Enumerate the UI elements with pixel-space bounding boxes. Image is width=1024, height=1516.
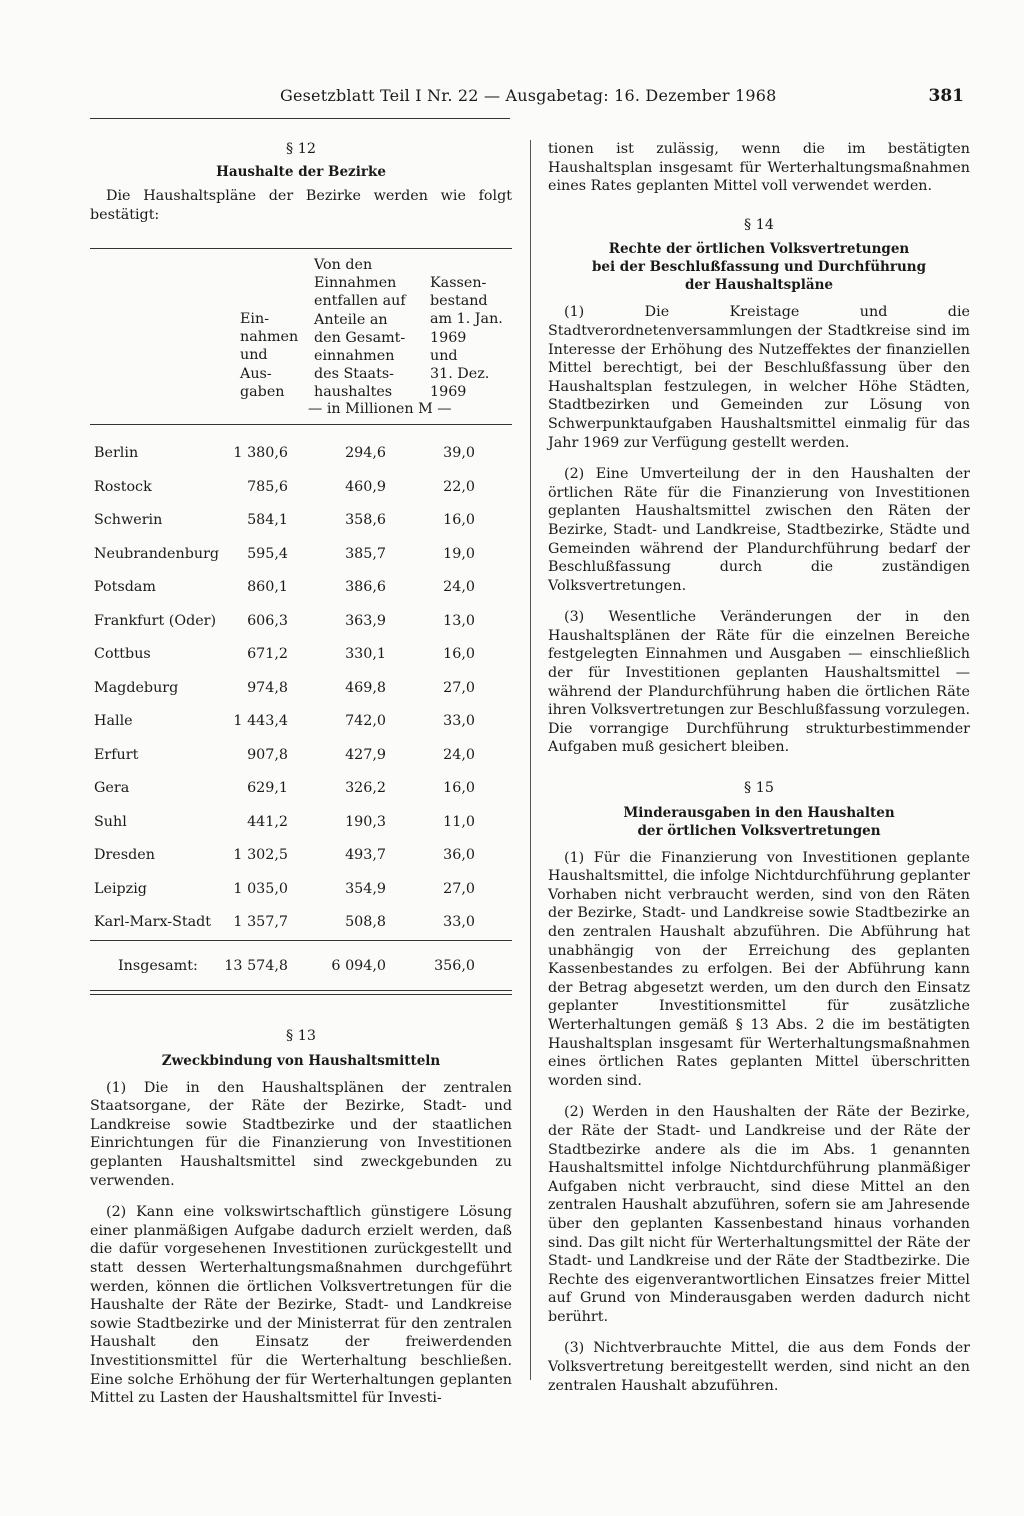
table-row: Berlin 1 380,6 294,6 39,0 bbox=[94, 445, 475, 461]
table-header-rule bbox=[90, 424, 512, 425]
table-row: Erfurt 907,8 427,9 24,0 bbox=[94, 746, 475, 763]
section-13-number: § 13 bbox=[286, 1028, 316, 1044]
table-row: Karl-Marx-Stadt 1 357,7 508,8 33,0 bbox=[94, 914, 475, 930]
table-row: Suhl 441,2 190,3 11,0 bbox=[94, 813, 475, 830]
table-row: Cottbus 671,2 330,1 16,0 bbox=[94, 646, 475, 662]
section-14-paragraph-1: (1) Die Kreistage und die Stadtverordnetenversammlungen der Stadtkreise sind im Interesse der Erhöhung des Nutzeffektes der finanziellen Mittel berechtigt, bei der Beschlußfassung über den Haushaltsplan festzulegen, in welcher Höhe Städten, Stadtbezirken und Gemeinden zur Lösung von Schwerpunktaufgaben Haushaltsmittel einmalig für das Jahr 1969 zur Verfügung gestellt werden. bbox=[548, 304, 970, 451]
section-15-paragraph-1: (1) Für die Finanzierung von Investitionen geplante Haushaltsmittel, die infolge Nichtdurchführung geplanter Vorhaben nicht verbraucht werden, sind von den Räten der Bezirke, Stadt- und Landkreise sowie Stadtbezirke an den zentralen Haushalt abzuführen. Die Abführung hat unabhängig von der Erreichung des geplanten Kassenbestandes zu erfolgen. Bei der Abführung kann der Betrag abgesetzt werden, um den durch den Einsatz geplanter Investitionsmittel für zusätzliche Werterhaltungen gemäß § 13 Abs. 2 die im bestätigten Haushaltsplan insgesamt für Werterhaltungsmaßnahmen eines örtlichen Rates geplanten Mittel überschritten worden sind. bbox=[548, 849, 970, 1089]
section-13-title: Zweckbindung von Haushaltsmitteln bbox=[161, 1052, 441, 1069]
section-12-title: Haushalte der Bezirke bbox=[216, 163, 386, 180]
table-total-rule bbox=[90, 940, 512, 941]
table-row: Neubrandenburg 595,4 385,7 19,0 bbox=[94, 545, 475, 562]
header-title: Gesetzblatt Teil I Nr. 22 — Ausgabetag: 16. Dezember 1968 bbox=[280, 86, 777, 105]
table-row: Schwerin 584,1 358,6 16,0 bbox=[94, 512, 475, 528]
section-14-number: § 14 bbox=[744, 216, 774, 233]
section-13-paragraph-1: (1) Die in den Haushaltsplänen der zentralen Staatsorgane, der Räte der Bezirke, Stadt- und Landkreise sowie Stadtbezirke und der staatlichen Einrichtungen für die Finanzierung von Investitionen geplanten Haushaltsmittel sind zweckgebunden zu verwenden. bbox=[90, 1079, 512, 1189]
header-rule bbox=[90, 118, 510, 119]
section-15-number: § 15 bbox=[744, 780, 774, 797]
left-column bbox=[90, 140, 512, 225]
section-15-paragraph-3: (3) Nichtverbrauchte Mittel, die aus dem Fonds der Volksvertretung bereitgestellt werden, sind nicht an den zentralen Haushalt abzuführen. bbox=[548, 1340, 970, 1394]
page-number: 381 bbox=[928, 86, 964, 106]
section-14-title: Rechte der örtlichen Volksvertretungen bei der Beschlußfassung und Durchführung der Haushaltspläne bbox=[591, 241, 927, 294]
section-13-paragraph-2: (2) Kann eine volkswirtschaftlich günstigere Lösung einer planmäßigen Aufgabe dadurch erzielt werden, daß die dafür vorgesehenen Investitionen zurückgestellt und statt dessen Werterhaltungsmaßnahmen durchgeführt werden, können die örtlichen Volksvertretungen für die Haushalte der Räte der Bezirke, Stadt- und Landkreise sowie Stadtbezirke und der Ministerrat für den zentralen Haushalt den Einsatz der freiwerdenden Investitionsmittel für die Werterhaltung beschließen. Eine solche Erhöhung der für Werterhaltungen geplanten Mittel zu Lasten der Haushaltsmittel für Investi- bbox=[90, 1204, 512, 1407]
section-12-number: § 12 bbox=[286, 141, 316, 157]
table-top-rule bbox=[90, 248, 512, 249]
table-unit: — in Millionen M — bbox=[308, 401, 452, 417]
budget-table bbox=[90, 248, 512, 1008]
page-header bbox=[90, 86, 970, 112]
header-col-einnahmen: Ein- nahmen und Aus- gaben bbox=[240, 311, 299, 400]
section-12-intro: Die Haushaltspläne der Bezirke werden wie folgt bestätigt: bbox=[90, 187, 512, 223]
header-col-kassenbestand: Kassen- bestand am 1. Jan. 1969 und 31. Dez. 1969 bbox=[430, 275, 503, 401]
section-15-title: Minderausgaben in den Haushalten der örtlichen Volksvertretungen bbox=[623, 804, 895, 839]
section-14-paragraph-2: (2) Eine Umverteilung der in den Haushalten der örtlichen Räte für die Finanzierung von Investitionen geplanten Haushaltsmittel zwischen den Räten der Bezirke, Stadt- und Landkreise, Stadtbezirke, Städte und Gemeinden während der Plandurchführung bedarf der Beschlußfassung durch die zuständigen Volksvertretungen. bbox=[548, 466, 970, 594]
header-col-anteile: Von den Einnahmen entfallen auf Anteile an den Gesamt- einnahmen des Staats- haushaltes bbox=[314, 257, 406, 401]
table-row: Leipzig 1 035,0 354,9 27,0 bbox=[94, 880, 475, 897]
section-13-continuation: tionen ist zulässig, wenn die im bestätigten Haushaltsplan insgesamt für Werterhaltungsmaßnahmen eines Rates geplanten Mittel voll verwendet werden. bbox=[548, 141, 970, 195]
column-divider bbox=[530, 140, 531, 1380]
section-14-paragraph-3: (3) Wesentliche Veränderungen der in den Haushaltsplänen der Räte für die einzelnen Bereiche festgelegten Einnahmen und Ausgaben — einschließlich der für Investitionen geplanten Haushaltsmittel — während der Plandurchführung haben die örtlichen Räte ihren Volksvertretungen zur Beschlußfassung vorzulegen. Die vorrangige Durchführung strukturbestimmender Aufgaben muß gesichert bleiben. bbox=[548, 609, 970, 756]
table-bottom-rule-1 bbox=[90, 990, 512, 991]
section-13 bbox=[90, 1027, 512, 1408]
table-row: Potsdam 860,1 386,6 24,0 bbox=[94, 579, 475, 595]
table-total-row: Insgesamt: 13 574,8 6 094,0 356,0 bbox=[118, 958, 475, 974]
table-row: Magdeburg 974,8 469,8 27,0 bbox=[94, 679, 475, 696]
table-row: Gera 629,1 326,2 16,0 bbox=[94, 780, 475, 796]
table-bottom-rule-2 bbox=[90, 994, 512, 995]
section-15-paragraph-2: (2) Werden in den Haushalten der Räte der Bezirke, der Räte der Stadt- und Landkreise und der Räte der Stadtbezirke andere als die im Abs. 1 genannten Haushaltsmittel infolge Nichtdurchführung planmäßiger Aufgaben nicht verbraucht, sind diese Mittel an den zentralen Haushalt abzuführen, sofern sie am Jahresende über den geplanten Kassenbestand hinaus vorhanden sind. Das gilt nicht für Werterhaltungsmittel der Räte der Stadt- und Landkreise und der Räte der Stadtbezirke. Die Rechte des eigenverantwortlichen Einsatzes freier Mittel auf Grund von Minderausgaben werden dadurch nicht berührt. bbox=[548, 1104, 970, 1325]
table-row: Frankfurt (Oder) 606,3 363,9 13,0 bbox=[94, 612, 475, 629]
table-row: Halle 1 443,4 742,0 33,0 bbox=[94, 713, 475, 729]
table-row: Rostock 785,6 460,9 22,0 bbox=[94, 478, 475, 495]
right-column bbox=[548, 140, 970, 1395]
table-row: Dresden 1 302,5 493,7 36,0 bbox=[94, 847, 475, 863]
